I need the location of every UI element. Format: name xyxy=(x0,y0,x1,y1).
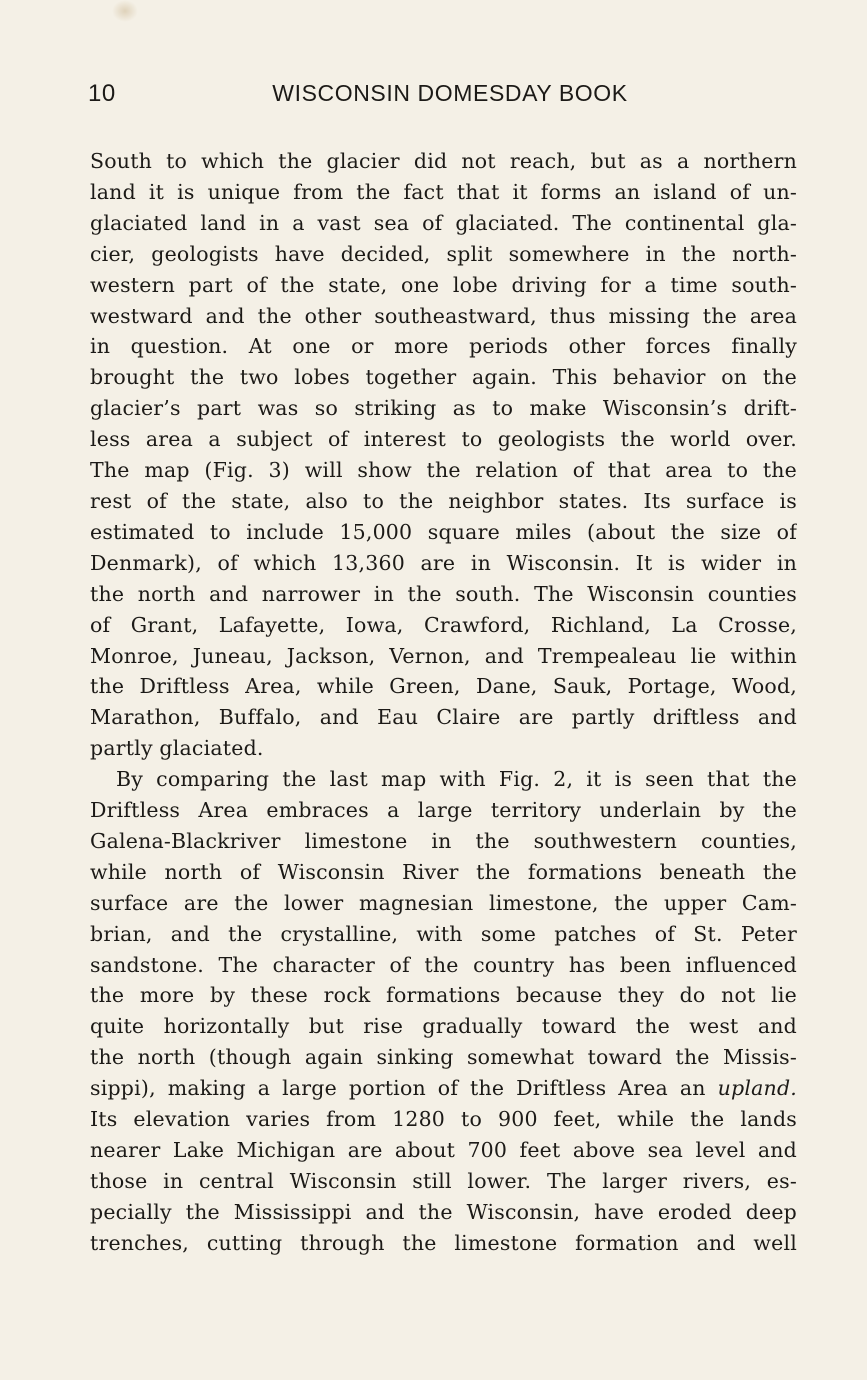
text-line: quite horizontally but rise gradually toward the west and xyxy=(90,1014,797,1039)
text-line: those in central Wisconsin still lower. The larger rivers, es- xyxy=(90,1168,797,1193)
text-line: surface are the lower magnesian limestone, the upper Cam- xyxy=(90,890,797,915)
text-line: brian, and the crystalline, with some patches of St. Peter xyxy=(90,921,797,946)
text-line: Monroe, Juneau, Jackson, Vernon, and Trempealeau lie within xyxy=(90,643,797,668)
text-line: the north and narrower in the south. The Wisconsin counties xyxy=(90,581,797,606)
text-line: Denmark), of which 13,360 are in Wisconsin. It is wider in xyxy=(90,550,797,575)
text-line: land it is unique from the fact that it forms an island of un- xyxy=(90,179,797,204)
text-line: glacier’s part was so striking as to make Wisconsin’s drift- xyxy=(90,396,797,421)
text-line: in question. At one or more periods other forces finally xyxy=(90,334,797,359)
text-line: sandstone. The character of the country has been influenced xyxy=(90,952,797,977)
text-line: partly glaciated. xyxy=(90,736,264,761)
page-number: 10 xyxy=(88,80,116,107)
paragraph-2 xyxy=(90,764,797,1259)
text-line: the more by these rock formations because they do not lie xyxy=(90,983,797,1008)
text-line: South to which the glacier did not reach, but as a northern xyxy=(90,149,797,173)
text-line: while north of Wisconsin River the formations beneath the xyxy=(90,859,797,884)
text-line: nearer Lake Michigan are about 700 feet above sea level and xyxy=(90,1138,797,1162)
text-line: Marathon, Buffalo, and Eau Claire are partly driftless and xyxy=(90,705,797,730)
text-line: brought the two lobes together again. This behavior on the xyxy=(90,365,797,390)
text-line: cier, geologists have decided, split somewhere in the north- xyxy=(90,241,797,266)
text-line: of Grant, Lafayette, Iowa, Crawford, Richland, La Crosse, xyxy=(90,612,797,637)
text-line: By comparing the last map with Fig. 2, it is seen that the xyxy=(116,767,797,792)
paragraph-1 xyxy=(90,146,797,764)
italic-word: upland. xyxy=(717,1076,797,1101)
text-line-with-italic xyxy=(90,1073,797,1104)
body-text xyxy=(90,146,797,1259)
text-line: rest of the state, also to the neighbor states. Its surface is xyxy=(90,488,797,513)
text-line: westward and the other southeastward, thus missing the area xyxy=(90,303,797,328)
text-line: The map (Fig. 3) will show the relation of that area to the xyxy=(90,458,797,483)
text-line: Driftless Area embraces a large territory underlain by the xyxy=(90,798,797,823)
page-stain xyxy=(112,0,138,22)
text-line: glaciated land in a vast sea of glaciated. The continental gla- xyxy=(90,210,797,235)
text-line: the north (though again sinking somewhat toward the Missis- xyxy=(90,1045,797,1070)
text-line: estimated to include 15,000 square miles (about the size of xyxy=(90,519,797,544)
text-line: Galena-Blackriver limestone in the southwestern counties, xyxy=(90,828,797,853)
text-line: trenches, cutting through the limestone formation and well xyxy=(90,1230,797,1255)
running-title: WISCONSIN DOMESDAY BOOK xyxy=(272,80,628,106)
text-segment: sippi), making a large portion of the Driftless Area an xyxy=(90,1076,706,1101)
text-line: pecially the Mississippi and the Wisconsin, have eroded deep xyxy=(90,1199,797,1224)
text-line: the Driftless Area, while Green, Dane, Sauk, Portage, Wood, xyxy=(90,674,797,699)
text-line: less area a subject of interest to geologists the world over. xyxy=(90,427,797,452)
text-line: Its elevation varies from 1280 to 900 feet, while the lands xyxy=(90,1107,797,1132)
text-line: western part of the state, one lobe driving for a time south- xyxy=(90,272,797,297)
